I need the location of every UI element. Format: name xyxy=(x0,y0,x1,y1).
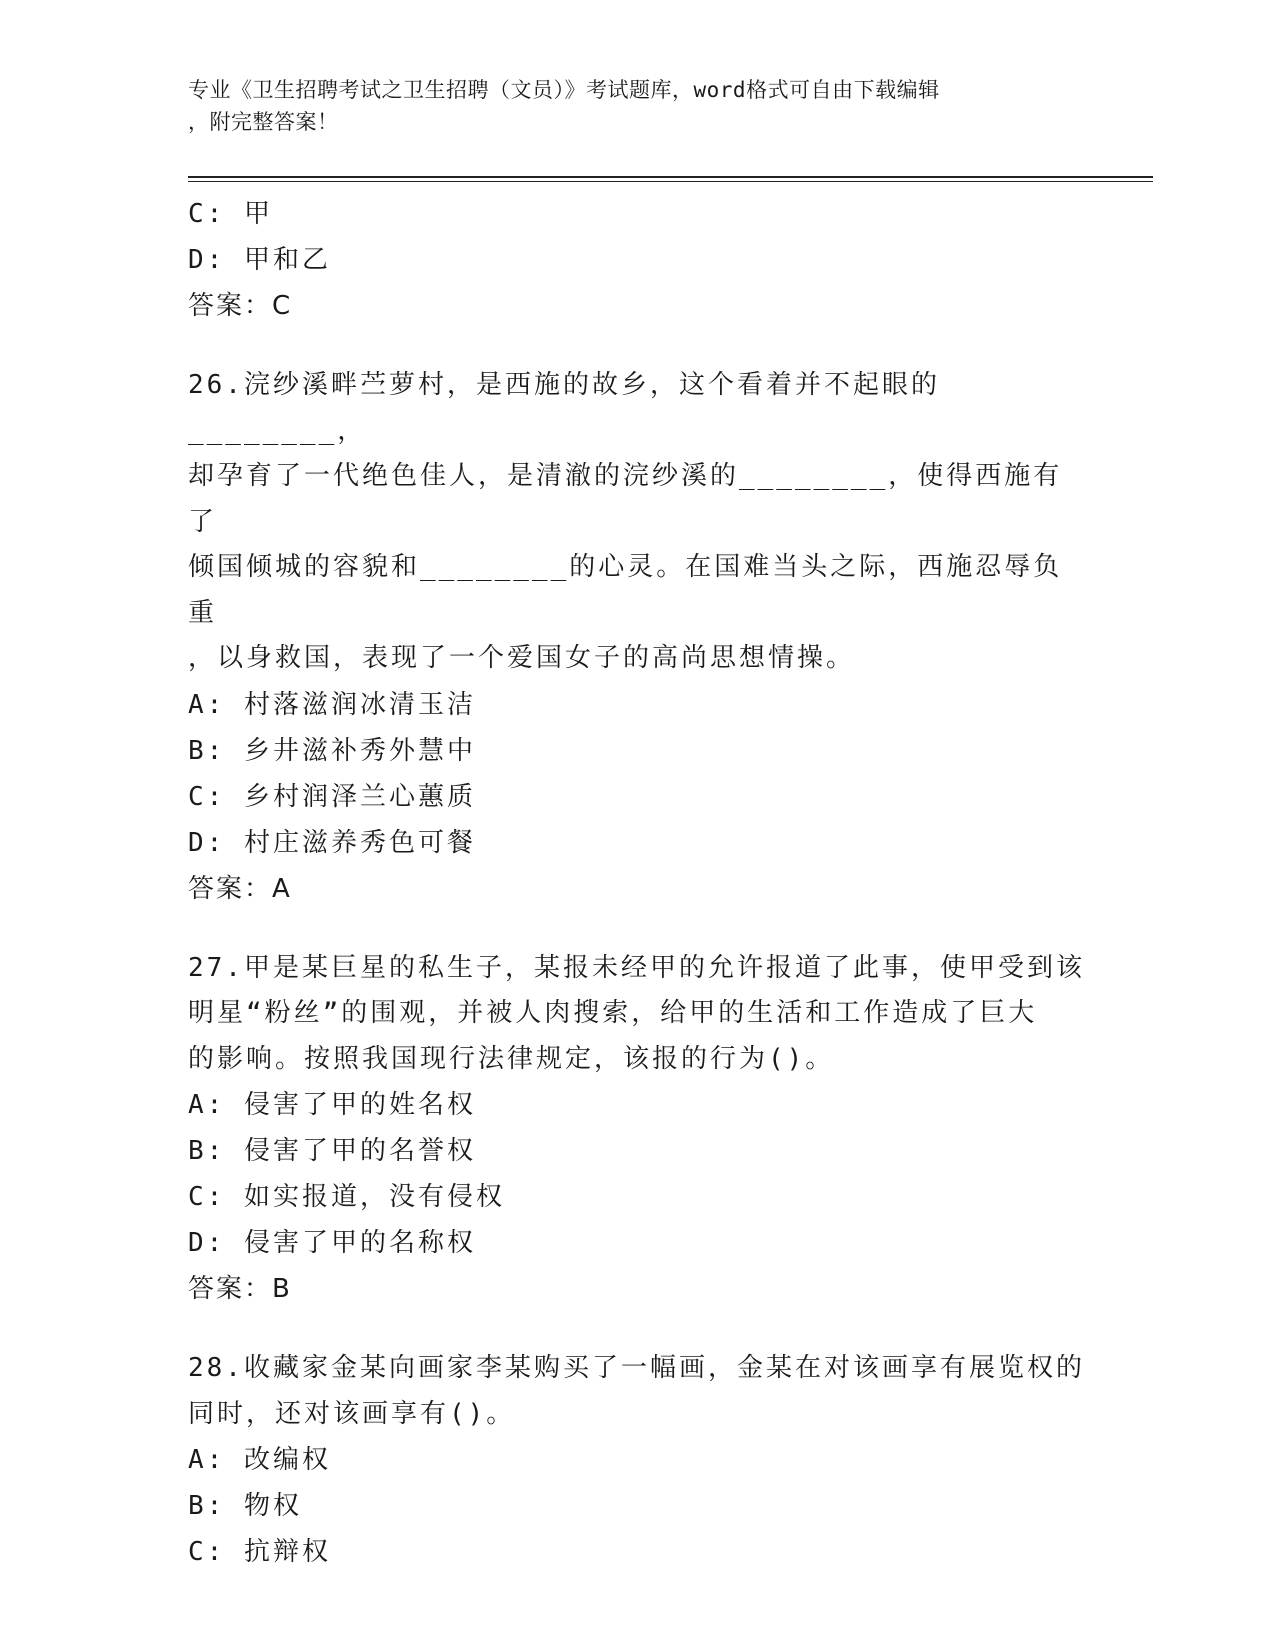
question-28 xyxy=(188,1346,1088,1575)
stem-line: 26.浣纱溪畔苎萝村，是西施的故乡，这个看着并不起眼的________， xyxy=(188,370,940,446)
question-content xyxy=(188,191,1088,1575)
option-a: A: 改编权 xyxy=(188,1445,331,1475)
header-line-1: 专业《卫生招聘考试之卫生招聘（文员）》考试题库，word格式可自由下载编辑 xyxy=(188,78,940,102)
option-c: C: 甲 xyxy=(188,199,273,229)
stem-line: 28.收藏家金某向画家李某购买了一幅画，金某在对该画享有展览权的 xyxy=(188,1353,1085,1383)
option-b: B: 侵害了甲的名誉权 xyxy=(188,1136,476,1166)
answer: 答案：A xyxy=(188,873,292,904)
option-a: A: 村落滋润冰清玉洁 xyxy=(188,689,476,720)
stem-line: 27.甲是某巨星的私生子，某报未经甲的允许报道了此事，使甲受到该 xyxy=(188,952,1085,983)
question-stem xyxy=(188,1346,1088,1437)
question-stem xyxy=(188,946,1088,1083)
option-b: B: 物权 xyxy=(188,1491,302,1521)
stem-line: 的影响。按照我国现行法律规定，该报的行为()。 xyxy=(188,1043,835,1074)
question-26 xyxy=(188,363,1088,912)
stem-line: 明星“粉丝”的围观，并被人肉搜索，给甲的生活和工作造成了巨大 xyxy=(188,998,1038,1028)
question-27 xyxy=(188,946,1088,1313)
stem-line: 同时，还对该画享有()。 xyxy=(188,1398,516,1429)
question-stem xyxy=(188,363,1088,682)
answer: 答案：C xyxy=(188,291,293,321)
option-d: D: 甲和乙 xyxy=(188,245,331,275)
page-header xyxy=(188,74,1088,138)
option-a: A: 侵害了甲的姓名权 xyxy=(188,1090,476,1120)
option-c: C: 如实报道，没有侵权 xyxy=(188,1182,505,1212)
option-d: D: 侵害了甲的名称权 xyxy=(188,1228,476,1258)
header-rule-thick xyxy=(188,176,1153,178)
stem-line: 倾国倾城的容貌和________的心灵。在国难当头之际，西施忍辱负重 xyxy=(188,552,1063,628)
option-c: C: 乡村润泽兰心蕙质 xyxy=(188,781,476,812)
stem-line: ，以身救国，表现了一个爱国女子的高尚思想情操。 xyxy=(188,643,856,673)
header-rule-thin xyxy=(188,181,1153,182)
previous-question-tail xyxy=(188,191,1088,329)
option-d: D: 村庄滋养秀色可餐 xyxy=(188,827,476,858)
option-b: B: 乡井滋补秀外慧中 xyxy=(188,735,476,766)
header-line-2: ，附完整答案！ xyxy=(188,110,339,134)
stem-line: 却孕育了一代绝色佳人，是清澈的浣纱溪的________，使得西施有了 xyxy=(188,461,1063,537)
option-c: C: 抗辩权 xyxy=(188,1537,331,1567)
answer: 答案：B xyxy=(188,1274,292,1304)
